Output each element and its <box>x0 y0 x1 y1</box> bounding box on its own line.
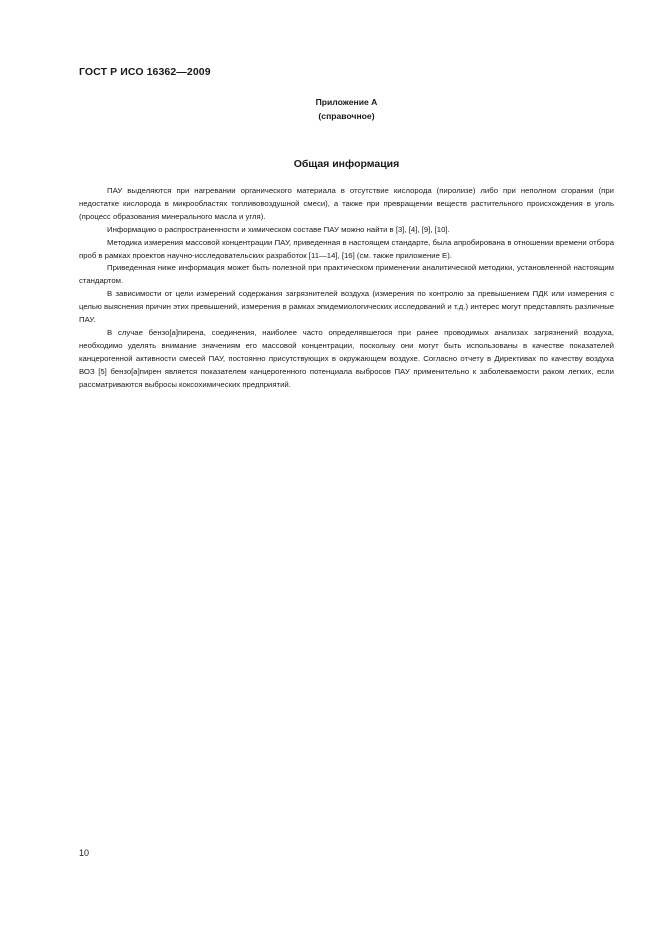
paragraph: Приведенная ниже информация может быть полезной при практическом применении аналитической методики, установленной настоящим стандартом. <box>79 263 614 286</box>
paragraph: В зависимости от цели измерений содержания загрязнителей воздуха (измерения по контролю за превышением ПДК или измерения с целью выяснения причин этих превышений, измерения в рамках эпидемиологических исследований и т.д.) интерес могут представлять различные ПАУ. <box>79 289 614 325</box>
appendix-heading <box>0 96 661 123</box>
body-text <box>79 185 614 392</box>
paragraph: Информацию о распространенности и химическом составе ПАУ можно найти в [3], [4], [9], [10]. <box>107 224 450 234</box>
section-title: Общая информация <box>293 158 400 170</box>
paragraph: ПАУ выделяются при нагревании органического материала в отсутствие кислорода (пиролизе) либо при неполном сгорании (при недостатке кислорода в микрообластях топливовоздушной смеси), а также при превращении веществ растительного происхождения в уголь (процесс образования минерального масла и угля). <box>79 186 614 221</box>
appendix-subtitle: (справочное) <box>318 110 375 121</box>
paragraph: Методика измерения массовой концентрации ПАУ, приведенная в настоящем стандарте, была апробирована в отношении времени отбора проб в рамках проектов научно-исследовательских разработок [11—14], [16] (см. также приложение Е). <box>79 237 614 260</box>
page-number: 10 <box>79 848 90 858</box>
paragraph: В случае бензо[а]пирена, соединения, наиболее часто определявшегося при ранее проводимых анализах загрязнений воздуха, необходимо уделять внимание значениям его массовой концентрации, поскольку они могут быть использованы в качестве показателей канцерогенной активности смесей ПАУ, постоянно присутствующих в окружающем воздухе. Согласно отчету в Директивах по качеству воздуха ВОЗ [5] бензо[а]пирен является показателем канцерогенного потенциала выбросов ПАУ применительно к заболеваемости раком легких, если рассматриваются выбросы коксохимических предприятий. <box>79 327 614 389</box>
appendix-title: Приложение А <box>315 97 378 107</box>
standard-designation: ГОСТ Р ИСО 16362—2009 <box>79 66 211 78</box>
